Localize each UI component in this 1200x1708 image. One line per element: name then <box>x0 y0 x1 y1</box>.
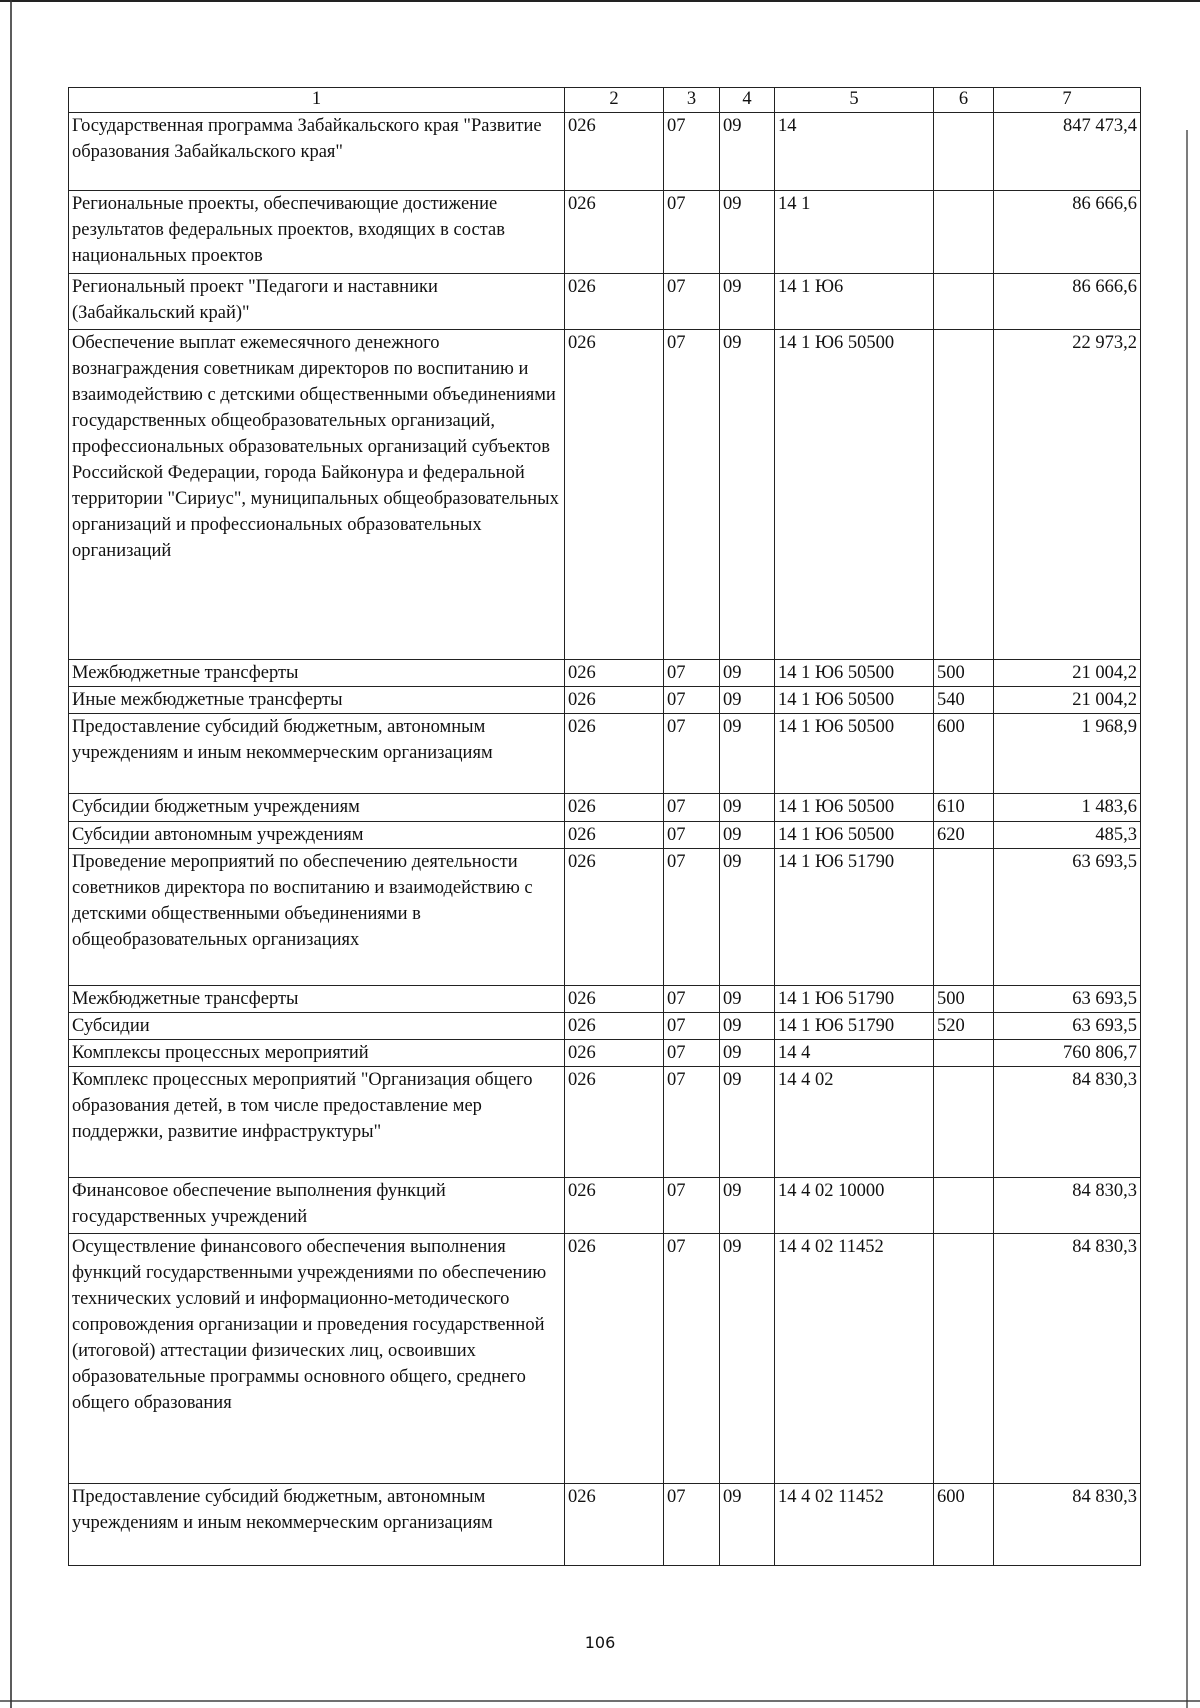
row-rz: 07 <box>664 687 720 714</box>
row-sum: 760 806,7 <box>994 1040 1141 1067</box>
row-name: Субсидии автономным учреждениям <box>69 822 565 849</box>
row-pr: 09 <box>720 330 775 660</box>
row-rz: 07 <box>664 849 720 986</box>
row-csr: 14 1 Ю6 50500 <box>775 687 934 714</box>
row-name: Субсидии бюджетным учреждениям <box>69 794 565 822</box>
budget-table <box>68 87 1141 1566</box>
row-pr: 09 <box>720 714 775 794</box>
row-pr: 09 <box>720 660 775 687</box>
column-header: 6 <box>934 88 994 113</box>
row-vr <box>934 330 994 660</box>
row-ved: 026 <box>565 1178 664 1234</box>
row-ved: 026 <box>565 986 664 1013</box>
row-csr: 14 1 Ю6 50500 <box>775 330 934 660</box>
row-rz: 07 <box>664 1013 720 1040</box>
row-pr: 09 <box>720 1178 775 1234</box>
table-row <box>69 1484 1141 1566</box>
column-header: 7 <box>994 88 1141 113</box>
row-sum: 84 830,3 <box>994 1234 1141 1484</box>
row-ved: 026 <box>565 191 664 274</box>
row-csr: 14 4 <box>775 1040 934 1067</box>
row-rz: 07 <box>664 1484 720 1566</box>
row-pr: 09 <box>720 794 775 822</box>
row-sum: 847 473,4 <box>994 113 1141 191</box>
row-vr <box>934 1234 994 1484</box>
row-vr <box>934 274 994 330</box>
row-vr <box>934 1040 994 1067</box>
row-name: Межбюджетные трансферты <box>69 660 565 687</box>
row-pr: 09 <box>720 113 775 191</box>
page-number: 106 <box>584 1633 616 1652</box>
row-csr: 14 1 Ю6 51790 <box>775 1013 934 1040</box>
table-row <box>69 1067 1141 1178</box>
row-vr <box>934 1067 994 1178</box>
row-vr <box>934 113 994 191</box>
column-header: 3 <box>664 88 720 113</box>
row-csr: 14 4 02 10000 <box>775 1178 934 1234</box>
table-row <box>69 822 1141 849</box>
row-ved: 026 <box>565 1484 664 1566</box>
row-ved: 026 <box>565 1234 664 1484</box>
row-vr: 600 <box>934 714 994 794</box>
row-name: Региональный проект "Педагоги и наставники (Забайкальский край)" <box>69 274 565 330</box>
row-ved: 026 <box>565 1040 664 1067</box>
row-sum: 84 830,3 <box>994 1178 1141 1234</box>
row-rz: 07 <box>664 1067 720 1178</box>
row-pr: 09 <box>720 986 775 1013</box>
column-header: 1 <box>69 88 565 113</box>
row-sum: 21 004,2 <box>994 660 1141 687</box>
row-name: Государственная программа Забайкальского края "Развитие образования Забайкальского края" <box>69 113 565 191</box>
row-vr: 500 <box>934 986 994 1013</box>
row-name: Иные межбюджетные трансферты <box>69 687 565 714</box>
row-vr <box>934 849 994 986</box>
row-rz: 07 <box>664 191 720 274</box>
row-sum: 63 693,5 <box>994 1013 1141 1040</box>
row-rz: 07 <box>664 1178 720 1234</box>
scan-edge-top <box>0 0 1200 2</box>
row-pr: 09 <box>720 1234 775 1484</box>
row-ved: 026 <box>565 822 664 849</box>
row-ved: 026 <box>565 714 664 794</box>
row-ved: 026 <box>565 687 664 714</box>
row-ved: 026 <box>565 1067 664 1178</box>
row-pr: 09 <box>720 1040 775 1067</box>
row-vr: 600 <box>934 1484 994 1566</box>
table-row <box>69 794 1141 822</box>
row-name: Региональные проекты, обеспечивающие достижение результатов федеральных проектов, входящих в состав национальных проектов <box>69 191 565 274</box>
row-csr: 14 4 02 11452 <box>775 1484 934 1566</box>
column-header: 4 <box>720 88 775 113</box>
scan-edge-right <box>1186 130 1188 1708</box>
row-name: Финансовое обеспечение выполнения функций государственных учреждений <box>69 1178 565 1234</box>
row-pr: 09 <box>720 274 775 330</box>
row-pr: 09 <box>720 1067 775 1178</box>
row-rz: 07 <box>664 1040 720 1067</box>
row-rz: 07 <box>664 986 720 1013</box>
row-sum: 1 968,9 <box>994 714 1141 794</box>
row-sum: 86 666,6 <box>994 191 1141 274</box>
row-ved: 026 <box>565 113 664 191</box>
column-header: 2 <box>565 88 664 113</box>
table-row <box>69 1013 1141 1040</box>
row-pr: 09 <box>720 822 775 849</box>
scan-edge-left <box>10 0 12 1708</box>
row-name: Комплекс процессных мероприятий "Организация общего образования детей, в том числе предоставление мер поддержки, развитие инфраструктуры" <box>69 1067 565 1178</box>
row-name: Комплексы процессных мероприятий <box>69 1040 565 1067</box>
row-pr: 09 <box>720 687 775 714</box>
row-sum: 22 973,2 <box>994 330 1141 660</box>
row-pr: 09 <box>720 1484 775 1566</box>
row-csr: 14 <box>775 113 934 191</box>
row-vr: 620 <box>934 822 994 849</box>
row-name: Проведение мероприятий по обеспечению деятельности советников директора по воспитанию и взаимодействию с детскими общественными объединениями в общеобразовательных организациях <box>69 849 565 986</box>
row-vr <box>934 1178 994 1234</box>
row-ved: 026 <box>565 274 664 330</box>
row-vr: 540 <box>934 687 994 714</box>
row-ved: 026 <box>565 330 664 660</box>
row-ved: 026 <box>565 660 664 687</box>
row-rz: 07 <box>664 330 720 660</box>
row-vr: 520 <box>934 1013 994 1040</box>
row-name: Осуществление финансового обеспечения выполнения функций государственными учреждениями по обеспечению технических условий и информационно-методического сопровождения организации и проведения государственной (итоговой) аттестации физических лиц, освоивших образовательные программы основного общего, среднего общего образования <box>69 1234 565 1484</box>
row-ved: 026 <box>565 794 664 822</box>
row-sum: 485,3 <box>994 822 1141 849</box>
table-row <box>69 1234 1141 1484</box>
row-rz: 07 <box>664 113 720 191</box>
row-csr: 14 1 Ю6 <box>775 274 934 330</box>
row-csr: 14 1 Ю6 50500 <box>775 822 934 849</box>
row-csr: 14 1 Ю6 51790 <box>775 849 934 986</box>
table-row <box>69 687 1141 714</box>
row-name: Предоставление субсидий бюджетным, автономным учреждениям и иным некоммерческим организациям <box>69 1484 565 1566</box>
row-sum: 84 830,3 <box>994 1484 1141 1566</box>
table-row <box>69 1178 1141 1234</box>
row-csr: 14 4 02 <box>775 1067 934 1178</box>
table-row <box>69 714 1141 794</box>
table-row <box>69 849 1141 986</box>
row-ved: 026 <box>565 849 664 986</box>
row-pr: 09 <box>720 191 775 274</box>
row-vr <box>934 191 994 274</box>
row-rz: 07 <box>664 1234 720 1484</box>
table-row <box>69 330 1141 660</box>
row-csr: 14 1 <box>775 191 934 274</box>
column-header: 5 <box>775 88 934 113</box>
table-row <box>69 113 1141 191</box>
row-sum: 21 004,2 <box>994 687 1141 714</box>
row-name: Обеспечение выплат ежемесячного денежного вознаграждения советникам директоров по воспитанию и взаимодействию с детскими общественными объединениями государственных общеобразовательных организаций, профессиональных образовательных организаций субъектов Российской Федерации, города Байконура и федеральной территории "Сириус", муниципальных общеобразовательных организаций и профессиональных образовательных организаций <box>69 330 565 660</box>
row-sum: 1 483,6 <box>994 794 1141 822</box>
row-sum: 63 693,5 <box>994 986 1141 1013</box>
row-name: Межбюджетные трансферты <box>69 986 565 1013</box>
row-rz: 07 <box>664 274 720 330</box>
row-csr: 14 1 Ю6 50500 <box>775 794 934 822</box>
row-pr: 09 <box>720 849 775 986</box>
row-rz: 07 <box>664 794 720 822</box>
row-sum: 63 693,5 <box>994 849 1141 986</box>
table-row <box>69 986 1141 1013</box>
scan-edge-bottom <box>0 1700 1200 1702</box>
row-vr: 500 <box>934 660 994 687</box>
row-rz: 07 <box>664 822 720 849</box>
header-row <box>69 88 1141 113</box>
row-ved: 026 <box>565 1013 664 1040</box>
table-row <box>69 660 1141 687</box>
row-name: Субсидии <box>69 1013 565 1040</box>
table-row <box>69 274 1141 330</box>
row-rz: 07 <box>664 714 720 794</box>
row-vr: 610 <box>934 794 994 822</box>
row-csr: 14 1 Ю6 50500 <box>775 660 934 687</box>
row-name: Предоставление субсидий бюджетным, автономным учреждениям и иным некоммерческим организациям <box>69 714 565 794</box>
row-csr: 14 1 Ю6 51790 <box>775 986 934 1013</box>
row-pr: 09 <box>720 1013 775 1040</box>
table-row <box>69 191 1141 274</box>
row-sum: 84 830,3 <box>994 1067 1141 1178</box>
row-rz: 07 <box>664 660 720 687</box>
row-csr: 14 4 02 11452 <box>775 1234 934 1484</box>
row-csr: 14 1 Ю6 50500 <box>775 714 934 794</box>
row-sum: 86 666,6 <box>994 274 1141 330</box>
table-row <box>69 1040 1141 1067</box>
